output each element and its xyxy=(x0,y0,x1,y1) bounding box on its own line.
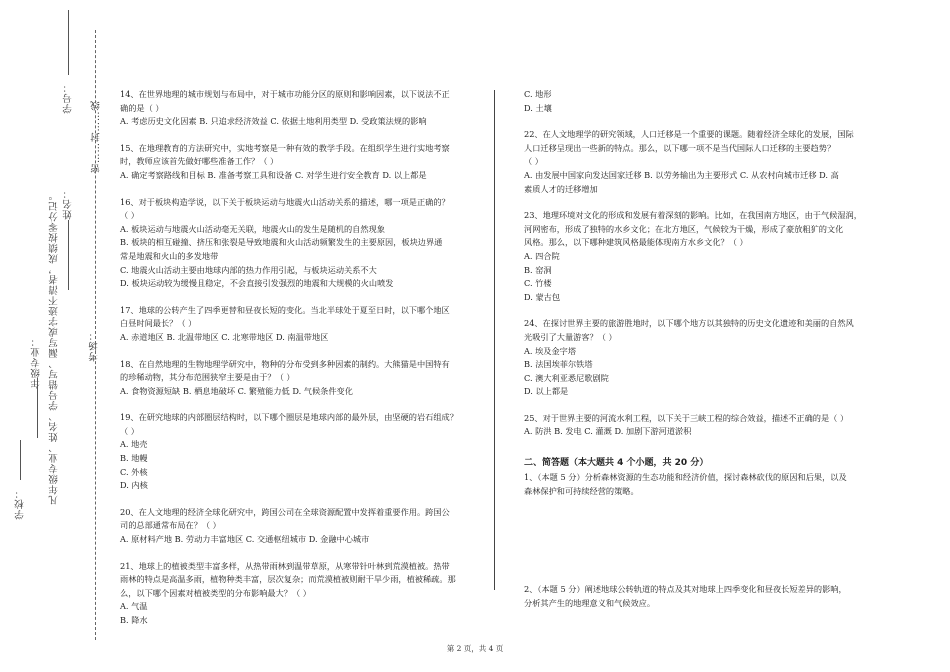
option-c: C. 地震火山活动主要由地球内部的热力作用引起，与板块运动关系不大 xyxy=(120,264,377,275)
column-divider xyxy=(494,90,495,590)
option-a: A. 四合院 xyxy=(524,250,560,261)
short-answer-text: 2、（本题 5 分）阐述地球公转轨道的特点及其对地球上四季变化和昼夜长短差异的影响， xyxy=(524,584,847,595)
question-stem: 23、地理环境对文化的形成和发展有着深刻的影响。比如，在我国南方地区，由于气候湿润， xyxy=(524,210,862,221)
question-stem: 22、在人文地理学的研究领域，人口迁移是一个重要的课题。随着经济全球化的发展，国际 xyxy=(524,129,854,140)
question-stem: 确的是（ ） xyxy=(120,102,164,113)
question-22 xyxy=(524,128,876,196)
option-b-cont: 常是地震和火山的多发地带 xyxy=(120,250,219,261)
option-d: D. 土壤 xyxy=(524,102,552,113)
question-stem: 21、地球上的植被类型丰富多样，从热带雨林到温带草原，从寒带针叶林到荒漠植被。热带 xyxy=(120,560,450,571)
question-stem: 15、在地理教育的方法研究中，实地考察是一种有效的教学手段。在组织学生进行实地考察 xyxy=(120,142,450,153)
option-a: A. 气温 xyxy=(120,601,148,612)
question-stem: （ ） xyxy=(120,425,139,436)
short-answer-text: 分析其产生的地理意义和气候效应。 xyxy=(524,597,656,608)
question-stem: 司的总部通常布局在？（ ） xyxy=(120,520,221,531)
question-21 xyxy=(120,560,472,628)
option-d: D. 内核 xyxy=(120,480,148,491)
question-21-continued xyxy=(524,88,876,115)
option-c: C. 外核 xyxy=(120,466,148,477)
question-stem: 雨林的特点是高温多雨，植物种类丰富，层次复杂；而荒漠植被则耐干旱少雨，植被稀疏。那 xyxy=(120,574,456,585)
page-footer: 第 2 页，共 4 页 xyxy=(446,644,504,653)
question-stem: 20、在人文地理的经济全球化研究中，跨国公司在全球资源配置中发挥着重要作用。跨国公 xyxy=(120,506,450,517)
school-label: 学校： xyxy=(15,488,26,520)
question-stem: 18、在自然地理的生物地理学研究中，物种的分布受到多种因素的制约。大熊猫是中国特有 xyxy=(120,358,450,369)
option-b: B. 法国埃菲尔铁塔 xyxy=(524,359,593,370)
question-options: A. 由发展中国家向发达国家迁移 B. 以劳务输出为主要形式 C. 从农村向城市迁移 D. 高 xyxy=(524,169,839,180)
question-stem: 人口迁移呈现出一些新的特点。那么，以下哪一项不是当代国际人口迁移的主要趋势？ xyxy=(524,142,836,153)
option-a: A. 埃及金字塔 xyxy=(524,345,577,356)
question-stem: 14、在世界地理的城市规划与布局中，对于城市功能分区的原则和影响因素，以下说法不正 xyxy=(120,89,450,99)
school-fill-line xyxy=(20,440,21,480)
question-options: A. 赤道地区 B. 北温带地区 C. 北寒带地区 D. 南温带地区 xyxy=(120,331,329,342)
short-answer-text: 森林保护和可持续经营的策略。 xyxy=(524,485,639,496)
question-stem: 的珍稀动物，其分布范围狭窄主要是由于？（ ） xyxy=(120,372,295,383)
question-24 xyxy=(524,317,876,399)
option-b: B. 窑洞 xyxy=(524,264,552,275)
section-title: 二、简答题（本大题共 4 个小题，共 20 分） xyxy=(524,458,709,469)
short-answer-1 xyxy=(524,471,876,498)
question-options: A. 食物资源短缺 B. 栖息地破坏 C. 繁殖能力低 D. 气候条件变化 xyxy=(120,385,353,396)
question-options: A. 考虑历史文化因素 B. 只追求经济效益 C. 依据土地利用类型 D. 受政策法规的影响 xyxy=(120,116,427,127)
question-stem: 24、在探讨世界主要的旅游胜地时，以下哪个地方以其独特的历史文化遗迹和美丽的自然风 xyxy=(524,318,854,329)
answer-space xyxy=(524,498,876,583)
question-stem: 风格。那么，以下哪种建筑风格最能体现南方水乡文化？（ ） xyxy=(524,237,748,248)
option-c: C. 澳大利亚悉尼歌剧院 xyxy=(524,372,609,383)
option-c: C. 地形 xyxy=(524,89,552,99)
short-answer-text: 1、（本题 5 分）分析森林资源的生态功能和经济价值，探讨森林砍伐的原因和后果，以及 xyxy=(524,472,847,483)
major-label: 年级专业： xyxy=(31,336,42,389)
question-15 xyxy=(120,142,472,183)
question-stem: 光吸引了大量游客？（ ） xyxy=(524,331,617,342)
question-23 xyxy=(524,209,876,304)
question-stem: 25、对于世界主要的河流水利工程，以下关于三峡工程的综合效益，描述不正确的是（ ） xyxy=(524,412,849,423)
option-c: C. 竹楼 xyxy=(524,278,552,289)
id-label: 学号： xyxy=(63,82,74,114)
right-column xyxy=(524,88,876,610)
option-d: D. 以上都是 xyxy=(524,386,569,397)
question-stem: 时，教师应该首先做好哪些准备工作？（ ） xyxy=(120,156,279,167)
seal-text: 密……封……线 xyxy=(91,100,102,174)
question-19 xyxy=(120,411,472,493)
question-options: A. 确定考察路线和目标 B. 准备考察工具和设备 C. 对学生进行安全教育 D. 以上都是 xyxy=(120,169,427,180)
left-column xyxy=(120,88,472,628)
major-fill-line xyxy=(37,378,38,438)
name-fill-line xyxy=(68,220,69,290)
question-17 xyxy=(120,304,472,345)
question-stem: 17、地球的公转产生了四季更替和昼夜长短的变化。当北半球处于夏至日时，以下哪个地区 xyxy=(120,304,450,315)
question-stem: 16、对于板块构造学说，以下关于板块运动与地震火山活动关系的描述，哪一项是正确的？ xyxy=(120,196,450,207)
option-a: A. 板块运动与地震火山活动毫无关联，地震火山的发生是随机的自然现象 xyxy=(120,223,385,234)
short-answer-2 xyxy=(524,583,876,610)
question-stem: （ ） xyxy=(120,210,139,221)
question-stem: 么，以下哪个因素对植被类型的分布影响最大？（ ） xyxy=(120,587,311,598)
venue-label: 考场： xyxy=(89,330,100,362)
warning-text: 凡年级专业、姓名、学号错写、漏写或字迹不清者，成绩按零分记。 xyxy=(49,190,60,505)
id-fill-line xyxy=(68,10,69,75)
question-20 xyxy=(120,506,472,547)
binding-margin xyxy=(0,0,110,672)
question-stem: 19、在研究地球的内部圈层结构时，以下哪个圈层是地球内部的最外层，由坚硬的岩石组成？ xyxy=(120,412,458,423)
question-stem: 白昼时间最长？（ ） xyxy=(120,318,197,329)
option-b: B. 降水 xyxy=(120,615,148,625)
option-a: A. 地壳 xyxy=(120,439,148,450)
question-14 xyxy=(120,88,472,129)
option-d: D. 蒙古包 xyxy=(524,291,561,302)
question-options: A. 防洪 B. 发电 C. 灌溉 D. 加剧下游河道淤积 xyxy=(524,426,692,437)
question-25 xyxy=(524,412,876,439)
question-16 xyxy=(120,196,472,291)
question-18 xyxy=(120,358,472,399)
seal-dashed-line xyxy=(95,30,96,640)
option-b: B. 板块的相互碰撞、挤压和张裂是导致地震和火山活动频繁发生的主要原因，板块边界通 xyxy=(120,237,443,248)
option-b: B. 地幔 xyxy=(120,453,148,464)
name-label: 姓名： xyxy=(63,188,74,220)
question-options: A. 原材料产地 B. 劳动力丰富地区 C. 交通枢纽城市 D. 金融中心城市 xyxy=(120,534,370,545)
question-stem: （ ） xyxy=(524,156,543,167)
question-options-cont: 素质人才的迁移增加 xyxy=(524,183,598,194)
question-stem: 河网密布，形成了独特的水乡文化；在北方地区，气候较为干燥，形成了豪放粗犷的文化 xyxy=(524,223,844,234)
option-d: D. 板块运动较为缓慢且稳定，不会直接引发强烈的地震和大规模的火山喷发 xyxy=(120,278,394,289)
